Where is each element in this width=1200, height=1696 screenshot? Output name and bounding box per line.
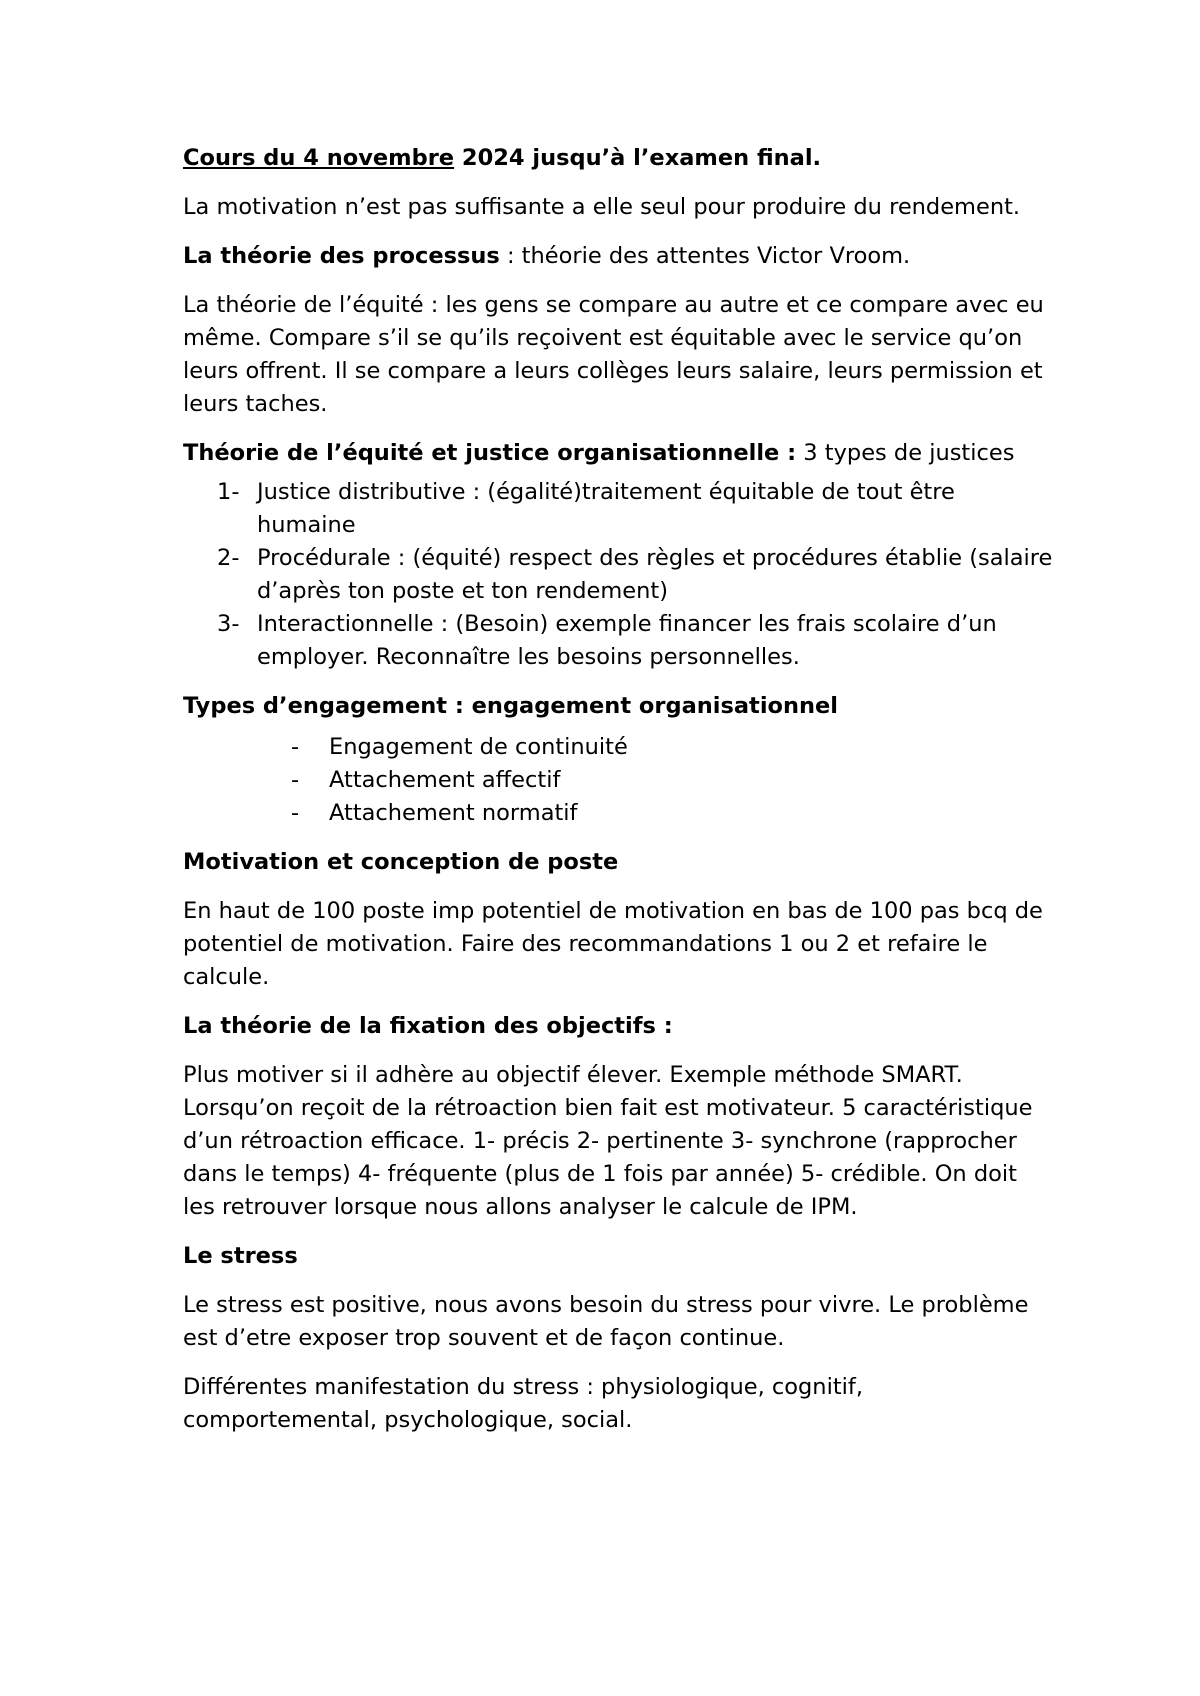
title-underlined-part: Cours du 4 novembre: [183, 145, 455, 171]
list-number: 3-: [217, 611, 240, 637]
title-rest: 2024 jusqu’à l’examen final.: [454, 145, 822, 171]
list-number: 2-: [217, 545, 240, 571]
document-title: [183, 142, 1053, 175]
list-dash: -: [291, 767, 300, 793]
stress-paragraph-1: Le stress est positive, nous avons besoin du stress pour vivre. Le problème est d’etre exposer trop souvent et de façon continue.: [183, 1292, 1029, 1351]
list-item-text: Procédurale : (équité) respect des règles et procédures établie (salaire d’après ton poste et ton rendement): [257, 545, 1053, 604]
list-dash: -: [291, 800, 300, 826]
processus-paragraph: [183, 240, 1053, 273]
conception-paragraph: En haut de 100 poste imp potentiel de motivation en bas de 100 pas bcq de potentiel de motivation. Faire des recommandations 1 ou 2 et refaire le calcule.: [183, 898, 1043, 990]
list-number: 1-: [217, 479, 240, 505]
list-item: [183, 608, 1053, 674]
list-item-text: Attachement affectif: [329, 767, 561, 793]
justice-list: [183, 476, 1053, 674]
list-item-text: Interactionnelle : (Besoin) exemple financer les frais scolaire d’un employer. Reconnaître les besoins personnelles.: [257, 611, 997, 670]
list-item: [183, 764, 1053, 797]
engagement-heading: Types d’engagement : engagement organisationnel: [183, 693, 838, 719]
objectifs-heading: La théorie de la fixation des objectifs :: [183, 1013, 673, 1039]
intro-paragraph: La motivation n’est pas suffisante a elle seul pour produire du rendement.: [183, 194, 1021, 220]
list-item: [183, 476, 1053, 542]
processus-heading: La théorie des processus: [183, 243, 500, 269]
list-item-text: Attachement normatif: [329, 800, 578, 826]
list-item: [183, 542, 1053, 608]
justice-paragraph: [183, 437, 1053, 470]
stress-heading: Le stress: [183, 1243, 298, 1269]
list-item-text: Engagement de continuité: [329, 734, 628, 760]
list-dash: -: [291, 734, 300, 760]
document-page: [183, 142, 1053, 1453]
list-item-text: Justice distributive : (égalité)traitement équitable de tout être humaine: [257, 479, 955, 538]
list-item: [183, 731, 1053, 764]
objectifs-paragraph: Plus motiver si il adhère au objectif élever. Exemple méthode SMART. Lorsqu’on reçoit de la rétroaction bien fait est motivateur. 5 caractéristique d’un rétroaction efficace. 1- précis 2- pertinente 3- synchrone (rapprocher dans le temps) 4- fréquente (plus de 1 fois par année) 5- crédible. On doit les retrouver lorsque nous allons analyser le calcule de IPM.: [183, 1062, 1033, 1220]
engagement-list: [183, 731, 1053, 830]
justice-heading: Théorie de l’équité et justice organisationnelle :: [183, 440, 797, 466]
processus-text: : théorie des attentes Victor Vroom.: [499, 243, 911, 269]
justice-text: 3 types de justices: [796, 440, 1015, 466]
equite-paragraph: La théorie de l’équité : les gens se compare au autre et ce compare avec eu même. Compare s’il se qu’ils reçoivent est équitable avec le service qu’on leurs offrent. Il se compare a leurs collèges leurs salaire, leurs permission et leurs taches.: [183, 292, 1044, 417]
stress-paragraph-2: Différentes manifestation du stress : physiologique, cognitif, comportemental, psychologique, social.: [183, 1374, 863, 1433]
conception-heading: Motivation et conception de poste: [183, 849, 619, 875]
list-item: [183, 797, 1053, 830]
